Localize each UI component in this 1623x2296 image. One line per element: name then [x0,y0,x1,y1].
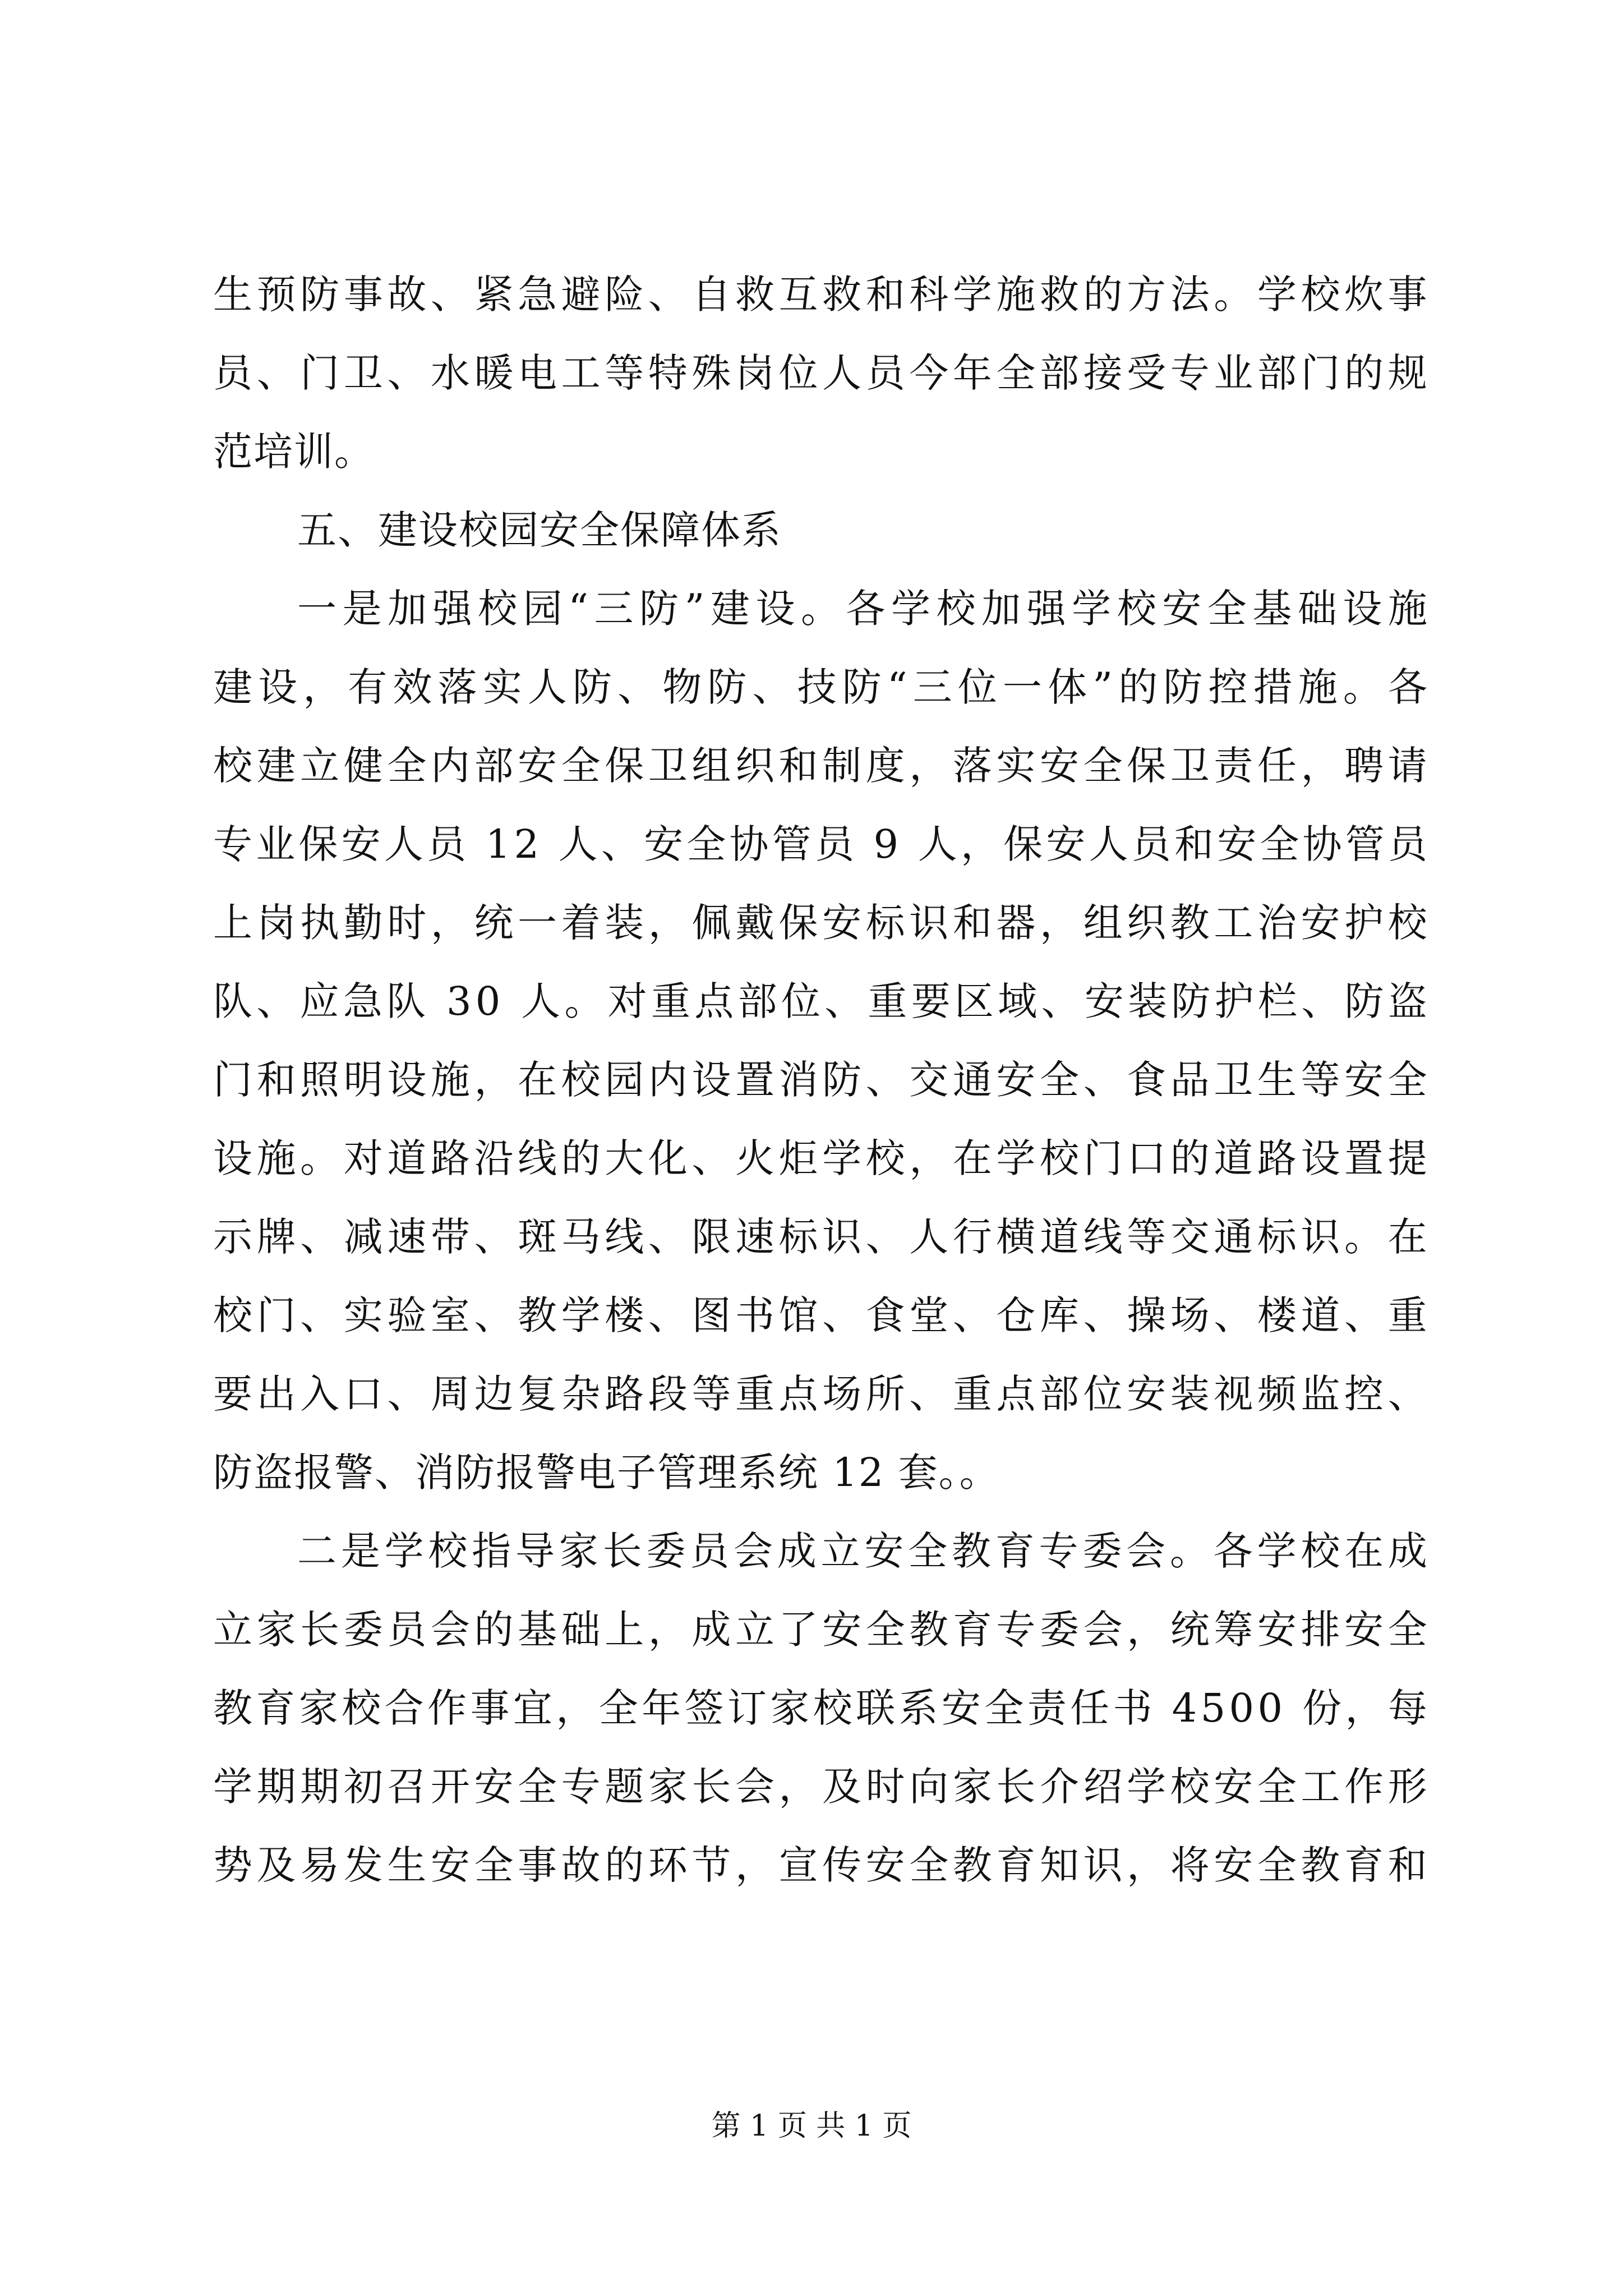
text-line-10: 队 、 应 急 队 3 0 人 。 对 重 点 部 位 、 重 要 区 域 、 安 装 防 护 栏 、 防 盗 [213,978,1427,1024]
text-line-13: 示 牌 、 减 速 带 、 斑 马 线 、 限 速 标 识 、 人 行 横 道 线 等 交 通 标 识 。 在 [213,1214,1427,1260]
text-line-16: 防盗报警、消防报警电子管理系统 12 套。。 [213,1450,1000,1496]
text-line-17: 二 是 学 校 指 导 家 长 委 员 会 成 立 安 全 教 育 专 委 会 。 各 学 校 在 成 [297,1528,1427,1574]
text-line-9: 上 岗 执 勤 时 ， 统 一 着 装 ， 佩 戴 保 安 标 识 和 器 ， 组 织 教 工 治 安 护 校 [213,900,1427,946]
text-line-14: 校 门 、 实 验 室 、 教 学 楼 、 图 书 馆 、 食 堂 、 仓 库 、 操 场 、 楼 道 、 重 [213,1292,1427,1338]
text-line-15: 要 出 入 口 、 周 边 复 杂 路 段 等 重 点 场 所 、 重 点 部 位 安 装 视 频 监 控 、 [213,1371,1427,1417]
text-line-5: 一 是 加 强 校 园 “ 三 防 ” 建 设 。 各 学 校 加 强 学 校 安 全 基 础 设 施 [297,586,1427,632]
text-line-2: 员 、 门 卫 、 水 暖 电 工 等 特 殊 岗 位 人 员 今 年 全 部 接 受 专 业 部 门 的 规 [213,350,1427,396]
text-line-3: 范培训。 [213,429,375,475]
text-line-11: 门 和 照 明 设 施 ， 在 校 园 内 设 置 消 防 、 交 通 安 全 、 食 品 卫 生 等 安 全 [213,1057,1427,1103]
text-line-6: 建 设 ， 有 效 落 实 人 防 、 物 防 、 技 防 “ 三 位 一 体 ” 的 防 控 措 施 。 各 [213,664,1427,710]
page-footer: 第 1 页 共 1 页 [711,2109,912,2143]
text-line-19: 教 育 家 校 合 作 事 宜 ， 全 年 签 订 家 校 联 系 安 全 责 任 书 4 5 0 0 份 ， 每 [213,1685,1427,1731]
text-line-1: 生 预 防 事 故 、 紧 急 避 险 、 自 救 互 救 和 科 学 施 救 的 方 法 。 学 校 炊 事 [213,272,1427,318]
document-body [213,255,1427,1904]
text-line-18: 立 家 长 委 员 会 的 基 础 上 ， 成 立 了 安 全 教 育 专 委 会 ， 统 筹 安 排 安 全 [213,1607,1427,1653]
text-line-21: 势 及 易 发 生 安 全 事 故 的 环 节 ， 宣 传 安 全 教 育 知 识 ， 将 安 全 教 育 和 [213,1842,1427,1888]
text-line-7: 校 建 立 健 全 内 部 安 全 保 卫 组 织 和 制 度 ， 落 实 安 全 保 卫 责 任 ， 聘 请 [213,743,1427,789]
text-line-8: 专 业 保 安 人 员 1 2 人 、 安 全 协 管 员 9 人 ， 保 安 人 员 和 安 全 协 管 员 [213,821,1427,867]
text-line-20: 学 期 期 初 召 开 安 全 专 题 家 长 会 ， 及 时 向 家 长 介 绍 学 校 安 全 工 作 形 [213,1764,1427,1810]
section-heading: 五、建设校园安全保障体系 [297,507,782,553]
text-line-12: 设 施 。 对 道 路 沿 线 的 大 化 、 火 炬 学 校 ， 在 学 校 门 口 的 道 路 设 置 提 [213,1135,1427,1181]
